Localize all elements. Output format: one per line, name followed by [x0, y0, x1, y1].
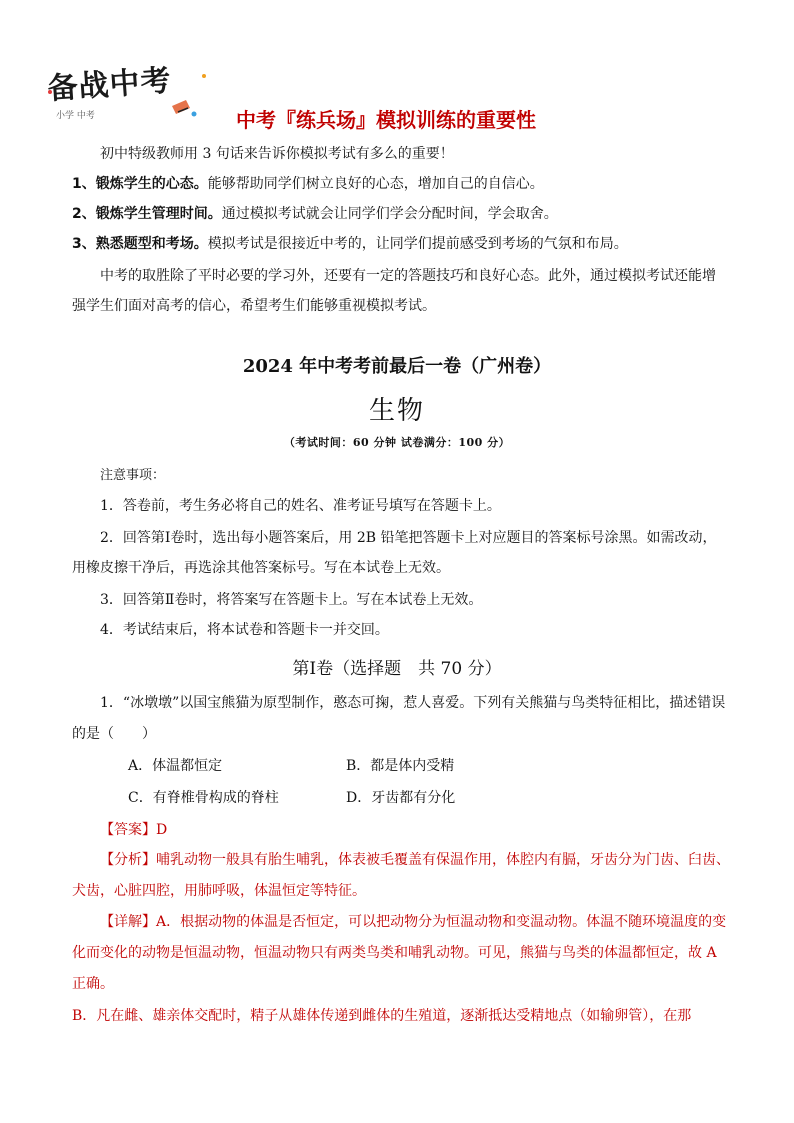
- analysis-text: 哺乳动物一般具有胎生哺乳，体表被毛覆盖有保温作用，体腔内有膈，牙齿分为门齿、臼齿、: [156, 852, 730, 868]
- section-title: 第Ⅰ卷（选择题 共 70 分）: [292, 659, 502, 679]
- analysis-tag: 【分析】: [100, 852, 156, 868]
- answer-line: [100, 820, 760, 840]
- exam-title: 2024 年中考考前最后一卷（广州卷）: [242, 356, 552, 377]
- notice-item-2-cont: 用橡皮擦干净后，再选涂其他答案标号。写在本试卷上无效。: [72, 560, 450, 576]
- notice-heading: 注意事项：: [100, 468, 166, 483]
- option-c: C．有脊椎骨构成的脊柱: [128, 790, 279, 806]
- promo-point-body: 能够帮助同学们树立良好的心态，增加自己的自信心。: [207, 176, 544, 192]
- detail-line-4: B．凡在雌、雄亲体交配时，精子从雄体传递到雌体的生殖道，逐渐抵达受精地点（如输卵管），在那: [72, 1008, 692, 1024]
- question-stem-line-1: 1．“冰墩墩”以国宝熊猫为原型制作，憨态可掬，惹人喜爱。下列有关熊猫与鸟类特征相比，描述错误: [100, 695, 726, 711]
- exam-time-note: （考试时间：60 分钟 试卷满分：100 分）: [283, 436, 511, 449]
- promo-point-body: 模拟考试是很接近中考的，让同学们提前感受到考场的气氛和布局。: [207, 236, 628, 252]
- promo-point-head: 1、锻炼学生的心态。: [72, 176, 208, 192]
- promo-point-1: [72, 174, 732, 194]
- promo-closing-line-2: 强学生们面对高考的信心，希望考生们能够重视模拟考试。: [72, 298, 436, 314]
- notice-item-3: 3．回答第Ⅱ卷时，将答案写在答题卡上。写在本试卷上无效。: [100, 592, 483, 608]
- promo-point-3: [72, 234, 732, 254]
- promo-intro: 初中特级教师用 3 句话来告诉你模拟考试有多么的重要！: [100, 146, 454, 162]
- option-b: B．都是体内受精: [346, 758, 455, 774]
- exam-subject: 生物: [368, 396, 425, 426]
- answer-value: D: [156, 822, 168, 838]
- promo-title: 中考『练兵场』模拟训练的重要性: [236, 108, 536, 132]
- promo-point-head: 2、锻炼学生管理时间。: [72, 206, 222, 222]
- question-stem-line-2: 的是（ ）: [72, 726, 156, 742]
- notice-item-2: 2．回答第Ⅰ卷时，选出每小题答案后，用 2B 铅笔把答题卡上对应题目的答案标号涂黑。如需改动，: [100, 530, 717, 546]
- answer-tag: 【答案】: [100, 822, 156, 838]
- promo-point-2: [72, 204, 732, 224]
- promo-closing-line-1: 中考的取胜除了平时必要的学习外，还要有一定的答题技巧和良好心态。此外，通过模拟考试还能增: [100, 268, 716, 284]
- option-a: A．体温都恒定: [128, 758, 223, 774]
- detail-line-2: 化而变化的动物是恒温动物，恒温动物只有两类鸟类和哺乳动物。可见，熊猫与鸟类的体温都恒定，故 A: [72, 945, 717, 961]
- analysis-line-2: 犬齿，心脏四腔，用肺呼吸，体温恒定等特征。: [72, 883, 366, 899]
- analysis-line-1: [100, 850, 760, 870]
- detail-tag: 【详解】: [100, 914, 156, 930]
- detail-line-1: [100, 912, 760, 932]
- option-d: D．牙齿都有分化: [346, 790, 456, 806]
- logo-subtitle: 小学 中考: [56, 111, 95, 121]
- promo-point-head: 3、熟悉题型和考场。: [72, 236, 208, 252]
- logo-title: 备战中考: [46, 63, 173, 107]
- notice-item-1: 1．答卷前，考生务必将自己的姓名、准考证号填写在答题卡上。: [100, 498, 501, 514]
- detail-text: A．根据动物的体温是否恒定，可以把动物分为恒温动物和变温动物。体温不随环境温度的变: [156, 914, 727, 930]
- promo-point-body: 通过模拟考试就会让同学们学会分配时间，学会取舍。: [221, 206, 558, 222]
- notice-item-4: 4．考试结束后，将本试卷和答题卡一并交回。: [100, 622, 389, 638]
- detail-line-3: 正确。: [72, 976, 114, 992]
